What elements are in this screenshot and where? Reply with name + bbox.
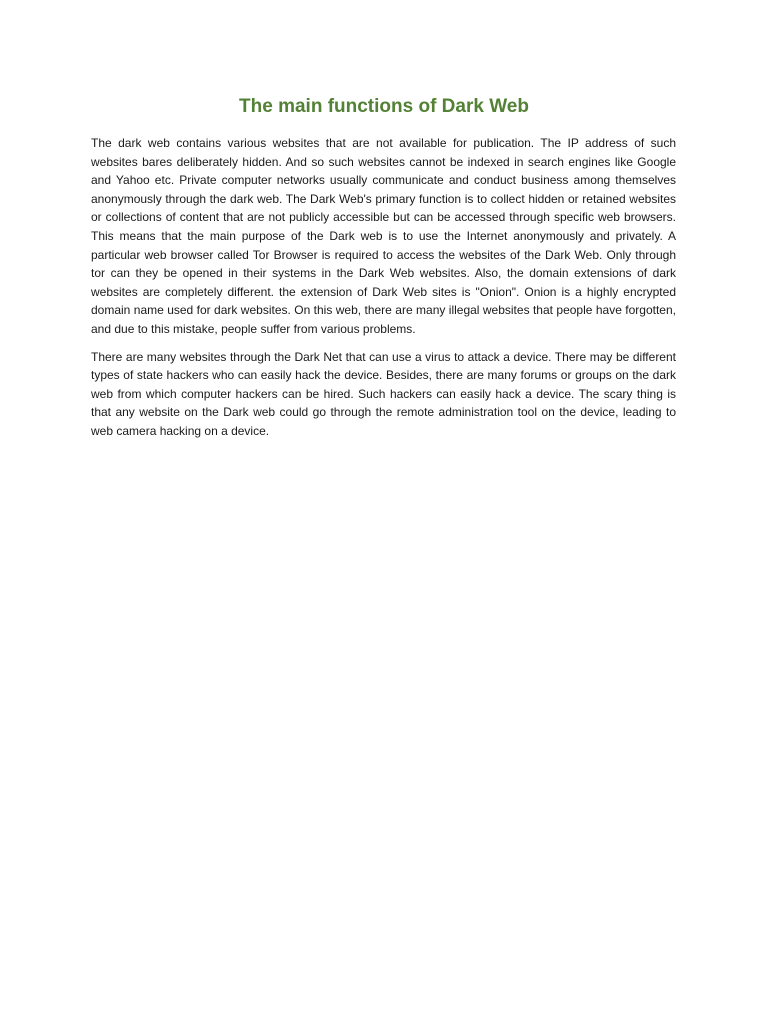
document-title: The main functions of Dark Web [239, 96, 529, 117]
paragraph-2: There are many websites through the Dark Net that can use a virus to attack a device. There may be different types of state hackers who can easily hack the device. Besides, there are many forums or groups on the dark web from which computer hackers can be hired. Such hackers can easily hack a device. The scary thing is that any website on the Dark web could go through the remote administration tool on the device, leading to web camera hacking on a device. [91, 349, 676, 438]
document-body [91, 134, 676, 450]
paragraph-1: The dark web contains various websites that are not available for publication. The IP address of such websites bares deliberately hidden. And so such websites cannot be indexed in search engines like Google and Yahoo etc. Private computer networks usually communicate and conduct business among themselves anonymously through the dark web. The Dark Web's primary function is to collect hidden or retained websites or collections of content that are not publicly accessible but can be accessed through specific web browsers. This means that the main purpose of the Dark web is to use the Internet anonymously and privately. A particular web browser called Tor Browser is required to access the websites of the Dark Web. Only through tor can they be opened in their systems in the Dark Web websites. Also, the domain extensions of dark websites are completely different. the extension of Dark Web sites is "Onion". Onion is a highly encrypted domain name used for dark websites. On this web, there are many illegal websites that people have forgotten, and due to this mistake, people suffer from various problems. [91, 136, 676, 336]
